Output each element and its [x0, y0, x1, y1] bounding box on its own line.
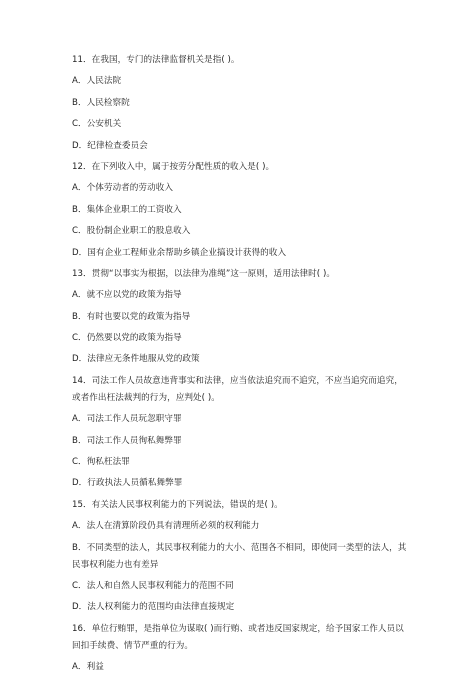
question-12-option-b: B．集体企业职工的工资收入: [72, 204, 182, 215]
question-12-option-c: C．股份制企业职工的股息收入: [72, 226, 191, 237]
question-12-option-d: D．国有企业工程师业余帮助乡镇企业搞设计获得的收入: [72, 247, 287, 258]
question-14-stem-line-2: 或者作出枉法裁判的行为，应判处( )。: [72, 392, 220, 403]
question-15-option-c: C．法人和自然人民事权利能力的范围不同: [72, 580, 234, 591]
question-14-option-d: D．行政执法人员循私舞弊罪: [72, 478, 183, 489]
question-11-option-a: A．人民法院: [72, 76, 122, 87]
question-13-option-b: B．有时也要以党的政策为指导: [72, 311, 191, 322]
question-11-option-c: C．公安机关: [72, 119, 122, 130]
question-13-option-c: C．仍然要以党的政策为指导: [72, 333, 182, 344]
question-15-option-b-line-2: 民事权利能力也有差异: [72, 559, 159, 570]
question-15-option-b-line-1: B．不同类型的法人，其民事权利能力的大小、范围各不相同，即使同一类型的法人，其: [72, 542, 407, 553]
question-16-stem-line-1: 16．单位行贿罪，是指单位为谋取( )而行贿、或者违反国家规定，给予国家工作人员以: [72, 623, 404, 634]
question-11-option-d: D．纪律检查委员会: [72, 140, 148, 151]
question-list: [72, 55, 412, 684]
question-15-option-d: D．法人权利能力的范围均由法律直接规定: [72, 602, 235, 613]
question-14-option-b: B．司法工作人员徇私舞弊罪: [72, 435, 182, 446]
question-13-option-d: D．法律应无条件地服从党的政策: [72, 354, 200, 365]
question-16-option-a: A．利益: [72, 662, 104, 673]
question-11-option-b: B．人民检察院: [72, 97, 130, 108]
question-11-stem: 11．在我国，专门的法律监督机关是指( )。: [72, 55, 240, 65]
question-14-stem-line-1: 14．司法工作人员故意违背事实和法律，应当依法追究而不追究，不应当追究而追究，: [72, 375, 403, 386]
question-12-option-a: A．个体劳动者的劳动收入: [72, 183, 174, 194]
question-12-stem: 12．在下列收入中，属于按劳分配性质的收入是( )。: [72, 161, 275, 172]
question-14-option-a: A．司法工作人员玩忽职守罪: [72, 414, 182, 425]
question-13-stem: 13．贯彻“以事实为根据，以法律为准绳”这一原则，适用法律时( )。: [72, 268, 336, 279]
question-16-stem-line-2: 回扣手续费、情节严重的行为。: [72, 640, 194, 651]
question-15-option-a: A．法人在清算阶段仍具有清理所必须的权利能力: [72, 521, 260, 532]
question-15-stem: 15．有关法人民事权利能力的下列说法，错误的是( )。: [72, 499, 283, 510]
question-13-option-a: A．就不应以党的政策为指导: [72, 290, 182, 301]
question-14-option-c: C．徇私枉法罪: [72, 457, 130, 468]
